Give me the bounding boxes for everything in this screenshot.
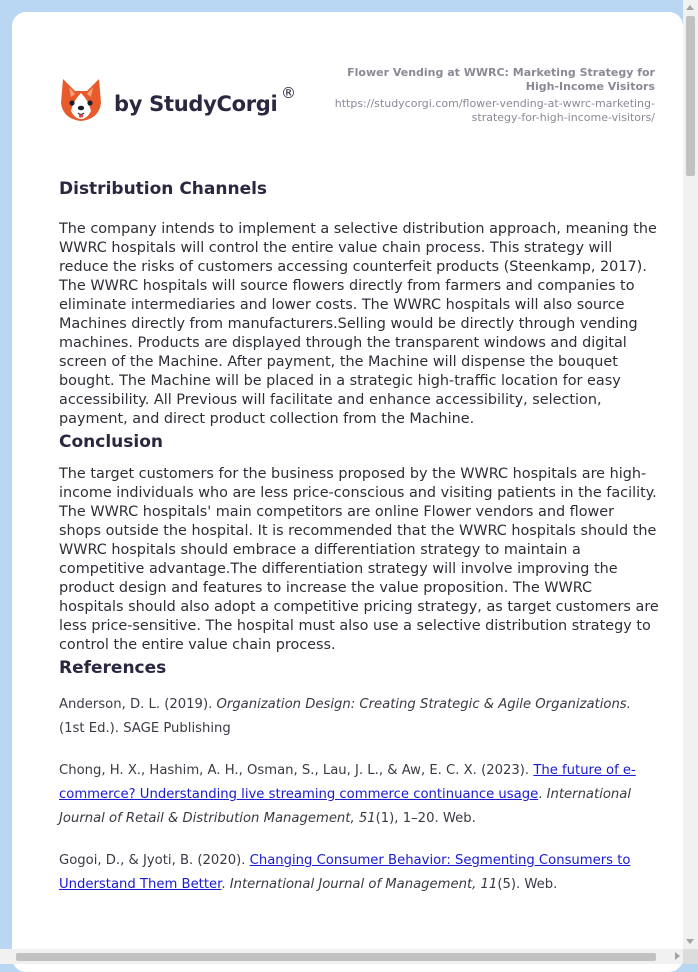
horizontal-scrollbar[interactable] <box>0 949 683 964</box>
reference-link[interactable]: The future of e-commerce? Understanding live streaming commerce continuance usage <box>59 763 636 802</box>
registered-mark: ® <box>281 84 296 102</box>
scroll-up-icon[interactable] <box>686 5 694 10</box>
reference-journal: International Journal of Retail & Distribution Management, 51 <box>59 787 632 826</box>
vertical-scrollbar[interactable] <box>683 0 698 949</box>
document-page <box>12 12 683 972</box>
reference-details: (5). Web. <box>497 877 558 892</box>
reference-item <box>59 759 659 831</box>
reference-details: (1), 1–20. Web. <box>375 811 476 826</box>
studycorgi-logo[interactable] <box>59 75 309 135</box>
reference-title: Organization Design: Creating Strategic & Agile Organizations. <box>216 697 631 712</box>
reference-authors: Gogoi, D., & Jyoti, B. (2020). <box>59 853 250 868</box>
reference-authors: Anderson, D. L. (2019). <box>59 697 217 712</box>
heading-conclusion: Conclusion <box>59 432 163 452</box>
reference-authors: Chong, H. X., Hashim, A. H., Osman, S., Lau, J. L., & Aw, E. C. X. (2023). <box>59 763 534 778</box>
paragraph-distribution: The company intends to implement a selective distribution approach, meaning the WWRC hospitals will control the entire value chain process. This strategy will reduce the risks of customers accessing counterfeit products (Steenkamp, 2017). The WWRC hospitals will source flowers directly from farmers and companies to eliminate intermediaries and lower costs. The WWRC hospitals will also source Machines directly from manufacturers.Selling would be directly through vending machines. Products are displayed through the transparent windows and digital screen of the Machine. After payment, the Machine will dispense the bouquet bought. The Machine will be placed in a strategic high-traffic location for easy accessibility. All Previous will facilitate and enhance accessibility, selection, payment, and direct product collection from the Machine. <box>59 221 657 427</box>
heading-references: References <box>59 658 167 678</box>
brand-name: by StudyCorgi <box>114 92 278 116</box>
scrollbar-corner <box>683 949 698 964</box>
paragraph-conclusion: The target customers for the business proposed by the WWRC hospitals are high-income individuals who are less price-conscious and visiting patients in the facility. The WWRC hospitals' main competitors are online Flower vendors and flower shops outside the hospital. It is recommended that the WWRC hospitals should the WWRC hospitals should embrace a differentiation strategy to maintain a competitive advantage.The differentiation strategy will involve improving the product design and features to increase the value proposition. The WWRC hospitals should also adopt a competitive pricing strategy, as target customers are less price-sensitive. The hospital must also use a selective distribution strategy to control the entire value chain process. <box>59 466 659 653</box>
scroll-right-icon[interactable] <box>675 952 680 960</box>
source-url[interactable]: https://studycorgi.com/flower-vending-at-wwrc-marketing-strategy-for-high-income-visitors/ <box>334 97 655 124</box>
source-title: Flower Vending at WWRC: Marketing Strategy for High-Income Visitors <box>347 66 655 93</box>
reference-details: (1st Ed.). SAGE Publishing <box>59 721 231 736</box>
horizontal-scroll-thumb[interactable] <box>16 953 656 961</box>
document-content <box>59 178 659 897</box>
reference-item <box>59 693 659 741</box>
scroll-down-icon[interactable] <box>686 939 694 944</box>
heading-distribution-channels: Distribution Channels <box>59 179 268 199</box>
reference-separator: . <box>538 787 547 802</box>
reference-separator: . <box>221 877 230 892</box>
corgi-icon <box>59 77 103 123</box>
reference-link[interactable]: Changing Consumer Behavior: Segmenting Consumers to Understand Them Better <box>59 853 631 892</box>
vertical-scroll-thumb[interactable] <box>686 16 695 176</box>
reference-item <box>59 849 659 897</box>
reference-journal: International Journal of Management, 11 <box>229 877 498 892</box>
